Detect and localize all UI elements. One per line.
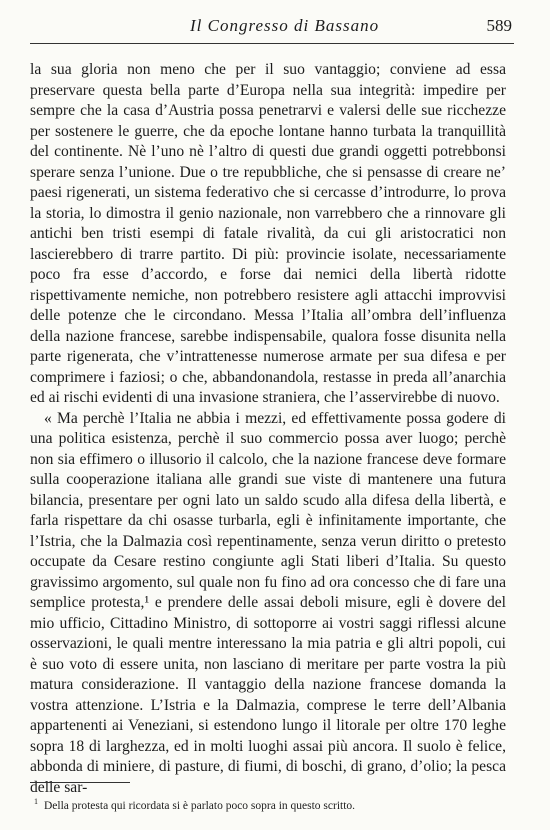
paragraph: la sua gloria non meno che per il suo vantaggio; conviene ad essa preservare questa bella parte d’Europa nella sua integrità: impedire per sempre che la casa d’Austria possa penetrarvi e valersi delle sue ricchezze per sostenere le guerre, che da epoche lontane hanno turbata la tranquillità del continente. Nè l’uno nè l’altro di questi due grandi oggetti potrebbonsi sperare senza l’unione. Due o tre repubbliche, che si pensasse di creare ne’ paesi rigenerati, un sistema federativo che si cercasse d’introdurre, lo prova la storia, lo dimostra il genio nazionale, non varrebbero che a rinnovare gli antichi ben tristi esempi di fatale rivalità, da cui gli aristocratici non lascierebbero di trarre partito. Di più: provincie isolate, necessariamente poco fra esse d’accordo, e forse dai nemici della libertà ridotte rispettivamente nemiche, non potrebbero resistere agli attacchi improvvisi delle potenze che le circondano. Messa l’Italia all’ombra dell’influenza della nazione francese, sarebbe indispensabile, qualora fosse disunita nella parte rigenerata, che v’intrattenesse numerose armate per sua difesa e per comprimere i faziosi; o che, abbandonandola, restasse in preda all’anarchia ed ai rischi evidenti di una invasione straniera, che l’asservirebbe di nuovo. [30, 61, 506, 406]
body-text [30, 60, 506, 798]
footnote-marker: 1 [34, 797, 38, 806]
page-header [40, 14, 512, 40]
footnote [34, 797, 504, 812]
footnote-rule [30, 782, 130, 783]
paragraph: « Ma perchè l’Italia ne abbia i mezzi, ed effettivamente possa godere di una politica esistenza, perchè il suo commercio possa aver luogo; perchè non sia effimero o illusorio il calcolo, che la nazione francese deve formare sulla cooperazione italiana alle grandi sue viste di mantenere una futura bilancia, presentare per ogni lato un saldo scudo alla difesa della libertà, e farla rispettare da chi osasse turbarla, egli è infinitamente importante, che l’Istria, che la Dalmazia così repentinamente, senza verun diritto o pretesto occupate da Cesare restino congiunte agli Stati liberi d’Italia. Su questo gravissimo argomento, sul quale non fu fino ad ora concesso che di fare una semplice protesta,¹ e prendere delle assai deboli misure, egli è dovere del mio ufficio, Cittadino Ministro, di sottoporre ai vostri saggi riflessi alcune osservazioni, le quali mentre interessano la mia patria e gli altri popoli, cui è suo voto di essere unita, non lasciano di meritare per parte vostra la più matura considerazione. Il vantaggio della nazione francese domanda la vostra attenzione. L’Istria e la Dalmazia, comprese le terre dell’Albania appartenenti ai Veneziani, si estendono lungo il litorale per oltre 170 leghe sopra 18 di larghezza, ed in molti luoghi assai più ancora. Il suolo è felice, abbonda di miniere, di pasture, di fiumi, di boschi, di grano, d’olio; la pesca delle sar- [30, 409, 506, 796]
header-rule [30, 43, 514, 44]
footnote-text: Della protesta qui ricordata si è parlato poco sopra in questo scritto. [44, 799, 356, 812]
page-number: 589 [486, 16, 512, 35]
running-title: Il Congresso di Bassano [190, 16, 380, 35]
